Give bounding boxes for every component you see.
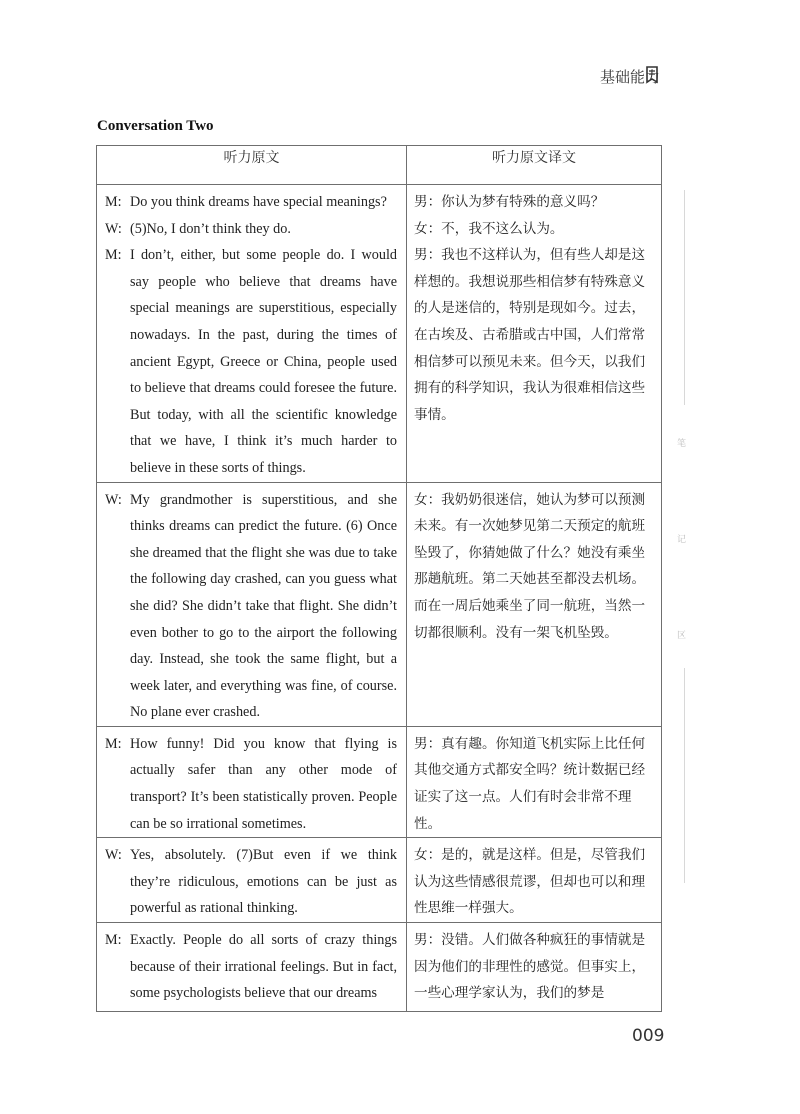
bookmark-icon (645, 66, 659, 84)
english-text: How funny! Did you know that flying is actually safer than any other mode of transport? It’s been statistically proven. People can be so irrational sometimes. (130, 735, 397, 832)
dialogue-line (105, 216, 397, 243)
notes-margin-label: 区 (677, 631, 687, 641)
chinese-text: 女：不，我不这么认为。 (414, 220, 564, 237)
speaker-label: M: (105, 735, 122, 752)
original-text-cell (97, 482, 407, 726)
dialogue-line (105, 842, 397, 922)
chinese-text: 女：我奶奶很迷信，她认为梦可以预测未来。有一次她梦见第二天预定的航班坠毁了，你猜她做了什么？她没有乘坐那趟航班。第二天她甚至都没去机场。而在一周后她乘坐了同一航班，当然一切都很顺利。没有一架飞机坠毁。 (414, 491, 646, 641)
speaker-label: M: (105, 932, 122, 949)
table-row (97, 923, 662, 1012)
table-row (97, 838, 662, 923)
column-header-original: 听力原文 (97, 146, 407, 185)
table-row (97, 482, 662, 726)
translation-text-cell (407, 482, 662, 726)
english-text: (5)No, I don’t think they do. (130, 220, 291, 237)
chinese-text: 男：没错。人们做各种疯狂的事情就是因为他们的非理性的感觉。但事实上，一些心理学家认为，我们的梦是 (414, 932, 646, 1002)
original-text-cell (97, 838, 407, 923)
notes-margin-label: 记 (677, 535, 687, 545)
speaker-label: M: (105, 247, 122, 264)
notes-margin-rule (684, 668, 685, 883)
conversation-heading: Conversation Two (97, 118, 214, 134)
chinese-text: 女：是的，就是这样。但是，尽管我们认为这些情感很荒谬，但却也可以和理性思维一样强大。 (414, 847, 646, 917)
notes-margin-rule (684, 190, 685, 405)
translation-text-cell (407, 923, 662, 1012)
section-header: 基础能力 (599, 68, 660, 86)
english-text: My grandmother is superstitious, and she thinks dreams can predict the future. (6) Once she dreamed that the flight she was due to take the following day crashed, can you guess what she did? She didn’t take that flight. She didn’t even bother to go to the airport the following day. Instead, she took the same flight, but a week later, and everything was fine, of course. No plane ever crashed. (130, 491, 397, 721)
table-header-row (97, 146, 662, 185)
speaker-label: W: (105, 847, 122, 864)
speaker-label: W: (105, 491, 122, 508)
column-header-translation: 听力原文译文 (407, 146, 662, 185)
original-text-cell (97, 726, 407, 837)
english-text: Exactly. People do all sorts of crazy things because of their irrational feelings. But in fact, some psychologists believe that our dreams (130, 932, 397, 1002)
speaker-label: W: (105, 220, 122, 237)
translation-text-cell (407, 185, 662, 483)
page-number: 009 (632, 1026, 665, 1046)
chinese-text: 男：你认为梦有特殊的意义吗？ (414, 194, 605, 210)
chinese-text: 男：真有趣。你知道飞机实际上比任何其他交通方式都安全吗？统计数据已经证实了这一点。人们有时会非常不理性。 (414, 735, 646, 832)
translation-text-cell (407, 838, 662, 923)
speaker-label: M: (105, 194, 122, 210)
english-text: Yes, absolutely. (7)But even if we think they’re ridiculous, emotions can be just as powerful as rational thinking. (130, 847, 397, 917)
original-text-cell (97, 923, 407, 1012)
english-text: I don’t, either, but some people do. I would say people who believe that dreams have special meanings are superstitious, especially nowadays. In the past, during the times of ancient Egypt, Greece or China, people used to believe that dreams could foresee the future. But today, with all the scientific knowledge that we have, I think it’s much harder to believe in these sorts of things. (130, 247, 397, 476)
table-row (97, 185, 662, 483)
chinese-text: 男：我也不这样认为，但有些人却是这样想的。我想说那些相信梦有特殊意义的人是迷信的，特别是现如今。过去，在古埃及、古希腊或古中国，人们常常相信梦可以预见未来。但今天，以我们拥有的科学知识，我认为很难相信这些事情。 (414, 247, 646, 423)
dialogue-line (105, 731, 397, 837)
dialogue-line (105, 487, 397, 726)
translation-text-cell (407, 726, 662, 837)
dialogue-line (105, 927, 397, 1007)
dialogue-line (105, 189, 397, 216)
english-text: Do you think dreams have special meanings? (130, 194, 387, 210)
table-row (97, 726, 662, 837)
transcript-table (96, 145, 662, 1012)
original-text-cell (97, 185, 407, 483)
notes-margin-label: 笔 (677, 439, 687, 449)
dialogue-line (105, 242, 397, 481)
